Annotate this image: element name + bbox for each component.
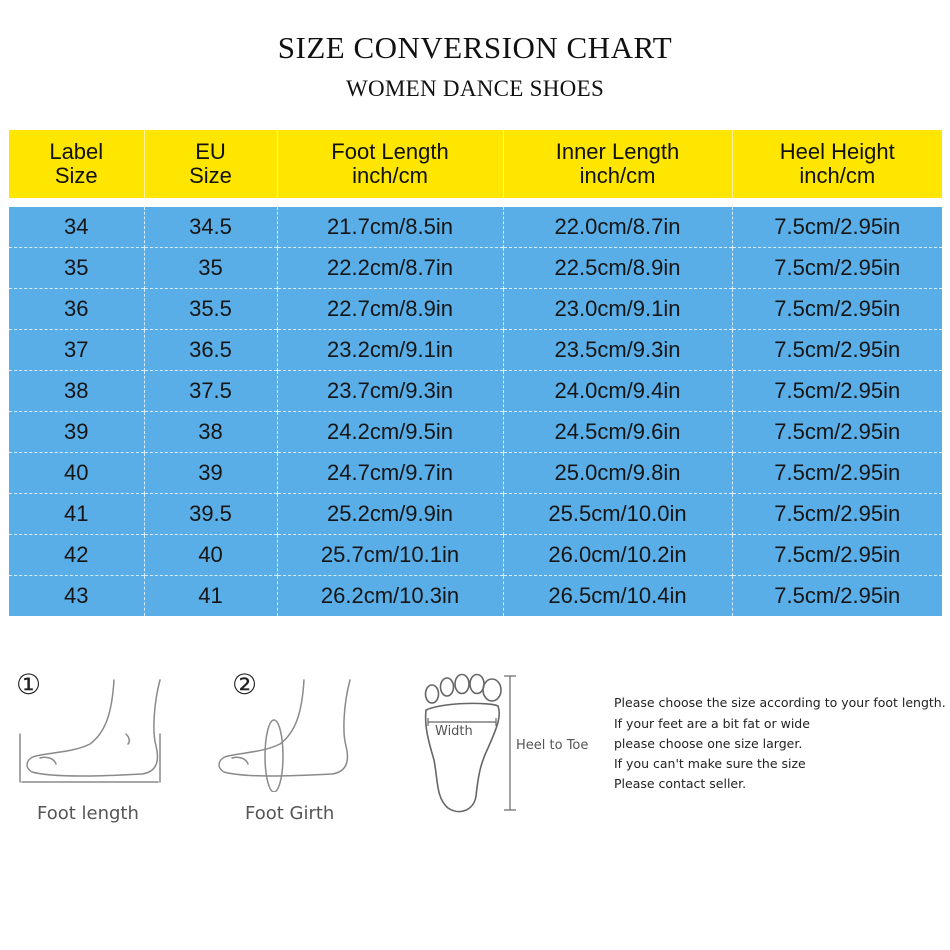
table-cell: 25.5cm/10.0in [503,494,732,535]
table-row [9,371,942,412]
width-label: Width [435,724,473,739]
note-line-1: Please choose the size according to your foot length. [614,695,946,710]
table-cell: 34.5 [144,207,277,248]
table-cell: 23.0cm/9.1in [503,289,732,330]
step-1-marker: ① [16,668,42,701]
table-cell: 43 [9,576,144,617]
table-cell: 22.2cm/8.7in [277,248,503,289]
table-row [9,330,942,371]
chart-subtitle: WOMEN DANCE SHOES [345,76,605,101]
table-cell: 38 [144,412,277,453]
header-heel-height: Heel Height inch/cm [732,130,942,198]
table-cell: 24.2cm/9.5in [277,412,503,453]
table-cell: 25.2cm/9.9in [277,494,503,535]
table-cell: 7.5cm/2.95in [732,453,942,494]
table-cell: 21.7cm/8.5in [277,207,503,248]
table-cell: 34 [9,207,144,248]
foot-length-illustration [14,672,174,792]
table-cell: 37 [9,330,144,371]
table-cell: 7.5cm/2.95in [732,248,942,289]
table-cell: 36 [9,289,144,330]
table-row [9,576,942,617]
header-row [9,130,942,198]
table-cell: 26.2cm/10.3in [277,576,503,617]
note-line-2: If your feet are a bit fat or wide [614,716,810,731]
header-eu-size: EU Size [144,130,277,198]
table-cell: 41 [144,576,277,617]
table-cell: 7.5cm/2.95in [732,535,942,576]
table-cell: 26.5cm/10.4in [503,576,732,617]
chart-title: SIZE CONVERSION CHART [277,30,673,65]
foot-girth-caption: Foot Girth [245,803,335,824]
table-row [9,535,942,576]
table-cell: 23.5cm/9.3in [503,330,732,371]
table-cell: 39 [144,453,277,494]
note-line-5: Please contact seller. [614,776,747,791]
table-cell: 39 [9,412,144,453]
table-cell: 23.2cm/9.1in [277,330,503,371]
table-cell: 35.5 [144,289,277,330]
table-row [9,248,942,289]
table-cell: 42 [9,535,144,576]
table-cell: 7.5cm/2.95in [732,576,942,617]
table-row [9,207,942,248]
table-cell: 24.0cm/9.4in [503,371,732,412]
step-2-marker: ② [232,668,258,701]
table-row [9,494,942,535]
table-cell: 35 [9,248,144,289]
table-cell: 7.5cm/2.95in [732,207,942,248]
note-line-3: please choose one size larger. [614,736,803,751]
foot-length-caption: Foot length [37,803,139,824]
table-row [9,412,942,453]
table-cell: 7.5cm/2.95in [732,371,942,412]
table-cell: 7.5cm/2.95in [732,412,942,453]
header-label-size: Label Size [9,130,144,198]
table-cell: 7.5cm/2.95in [732,494,942,535]
size-table [9,130,942,616]
table-cell: 23.7cm/9.3in [277,371,503,412]
header-inner-length: Inner Length inch/cm [503,130,732,198]
table-cell: 25.7cm/10.1in [277,535,503,576]
table-cell: 37.5 [144,371,277,412]
table-cell: 25.0cm/9.8in [503,453,732,494]
table-cell: 35 [144,248,277,289]
heel-to-toe-label: Heel to Toe [516,738,589,753]
table-cell: 39.5 [144,494,277,535]
table-cell: 38 [9,371,144,412]
table-row [9,289,942,330]
table-cell: 7.5cm/2.95in [732,330,942,371]
table-cell: 40 [144,535,277,576]
header-foot-length: Foot Length inch/cm [277,130,503,198]
table-cell: 7.5cm/2.95in [732,289,942,330]
table-cell: 22.7cm/8.9in [277,289,503,330]
foot-girth-illustration [212,672,372,792]
table-cell: 22.5cm/8.9in [503,248,732,289]
table-cell: 41 [9,494,144,535]
table-cell: 22.0cm/8.7in [503,207,732,248]
note-line-4: If you can't make sure the size [614,756,806,771]
table-cell: 36.5 [144,330,277,371]
table-cell: 26.0cm/10.2in [503,535,732,576]
table-cell: 40 [9,453,144,494]
table-row [9,453,942,494]
table-cell: 24.7cm/9.7in [277,453,503,494]
table-cell: 24.5cm/9.6in [503,412,732,453]
